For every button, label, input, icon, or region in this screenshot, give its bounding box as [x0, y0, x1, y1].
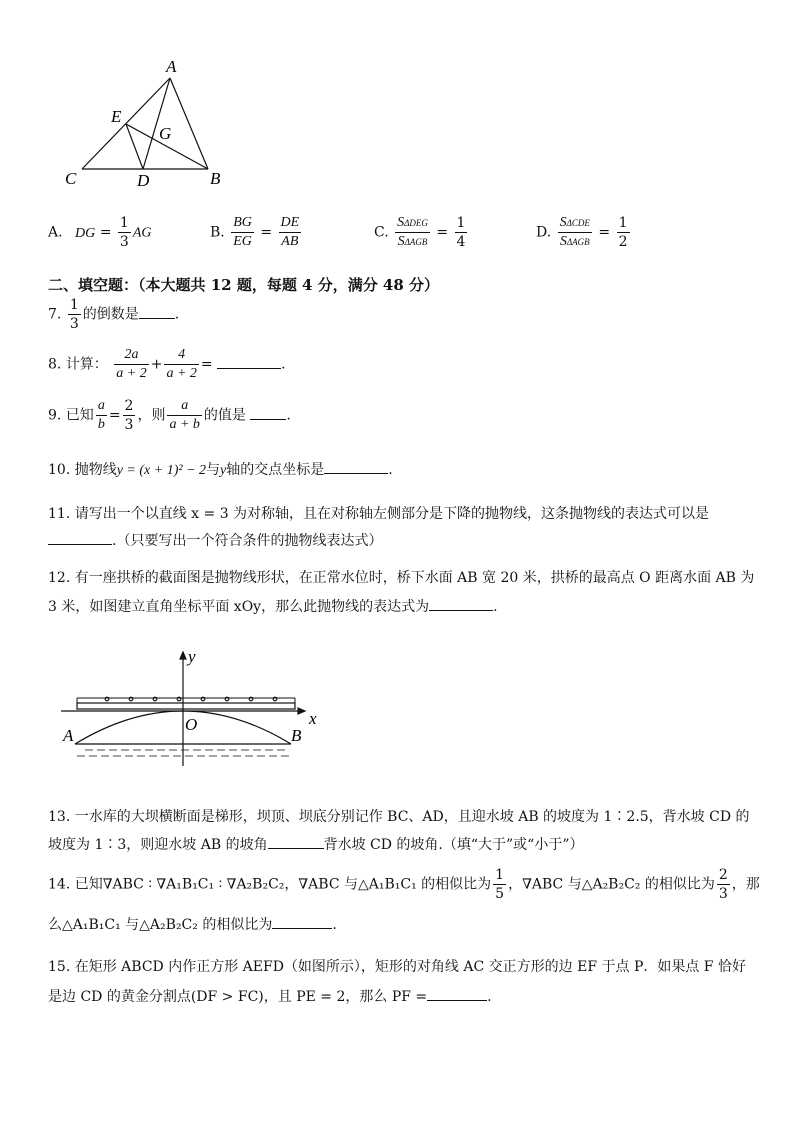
question-7: 7. $\frac{1}{3}$ 的倒数是 .	[48, 297, 180, 332]
label-c: C	[65, 169, 77, 188]
question-11-line2: .（只要写出一个符合条件的抛物线表达式）	[48, 530, 382, 550]
option-b: B. $\frac{BG}{EG}$ = $\frac{DE}{AB}$	[210, 215, 300, 249]
label-b: B	[291, 726, 302, 745]
answer-blank	[427, 988, 487, 1001]
question-13-line2: 坡度为 1∶3，则迎水坡 AB 的坡角 背水坡 CD 的坡角.（填“大于”或“小于”）	[48, 837, 584, 853]
label-y: y	[188, 648, 196, 666]
question-9: 9. 已知 $\frac{a}{b}$ = $\frac{2}{3}$ ，则 $\frac{a}{a + b}$ 的值是 .	[48, 398, 291, 433]
label-x: x	[309, 709, 317, 728]
option-c: C. $\frac{\text{SΔDEG}}{\text{SΔAGB}}$ = $\frac{1}{4}$	[374, 215, 466, 250]
answer-blank	[272, 916, 332, 929]
label-b: B	[210, 169, 221, 188]
parabola-formula: y = (x + 1)² − 2	[116, 463, 207, 478]
question-8: 8. 计算： $\frac{2a}{a + 2}$ + $\frac{4}{a + 2}$ = .	[48, 347, 286, 381]
label-g: G	[159, 124, 172, 143]
question-11: 11. 请写出一个以直线 x = 3 为对称轴，且在对称轴左侧部分是下降的抛物线，这条抛物线的表达式可以是	[48, 506, 710, 522]
answer-blank	[268, 836, 324, 849]
triangle-figure	[55, 52, 240, 197]
answer-blank	[250, 407, 286, 420]
question-14: 14. 已知∇ABC ∶ ∇A₁B₁C₁ ∶ ∇A₂B₂C₂，∇ABC 与△A₁B₁C₁ 的相似比为 $\frac{1}{5}$ ，∇ABC 与△A₂B₂C₂ 的相似比为 $\frac{2}{3}$ ，那	[48, 867, 760, 902]
label-o: O	[185, 715, 198, 734]
question-14-line2: 么△A₁B₁C₁ 与△A₂B₂C₂ 的相似比为 .	[48, 917, 337, 933]
question-12-line2: 3 米，如图建立直角坐标平面 xOy，那么此抛物线的表达式为 .	[48, 599, 498, 615]
answer-blank	[217, 356, 281, 369]
label-d: D	[137, 171, 150, 190]
segment-ed	[126, 124, 143, 169]
option-d: D. $\frac{\text{SΔCDE}}{\text{SΔAGB}}$ = $\frac{1}{2}$	[536, 215, 628, 250]
section-heading: 二、填空题：（本大题共 12 题，每题 4 分，满分 48 分）	[48, 276, 440, 294]
bridge-figure	[55, 648, 335, 773]
label-e: E	[111, 107, 122, 126]
answer-blank	[139, 306, 175, 319]
label-a: A	[63, 726, 74, 745]
question-10: 10. 抛物线y = (x + 1)² − 2与y轴的交点坐标是 .	[48, 462, 393, 478]
option-a-lhs: DG	[75, 225, 96, 241]
question-15: 15. 在矩形 ABCD 内作正方形 AEFD（如图所示），矩形的对角线 AC 交正方形的边 EF 于点 P．如果点 F 恰好	[48, 959, 746, 975]
answer-blank	[48, 532, 112, 545]
question-13: 13. 一水库的大坝横断面是梯形，坝顶、坝底分别记作 BC、AD，且迎水坡 AB 的坡度为 1∶2.5，背水坡 CD 的	[48, 809, 750, 825]
option-a: A. DG = $\frac{1}{3}$ AG	[48, 215, 152, 250]
answer-blank	[324, 461, 388, 474]
question-12: 12. 有一座拱桥的截面图是抛物线形状，在正常水位时，桥下水面 AB 宽 20 米，拱桥的最高点 O 距离水面 AB 为	[48, 570, 755, 586]
bridge-deck	[77, 703, 295, 709]
answer-blank	[429, 598, 493, 611]
segment-ab	[170, 78, 208, 169]
question-15-line2: 是边 CD 的黄金分割点(DF > FC)，且 PE = 2，那么 PF = .	[48, 989, 492, 1005]
label-a: A	[166, 57, 177, 76]
